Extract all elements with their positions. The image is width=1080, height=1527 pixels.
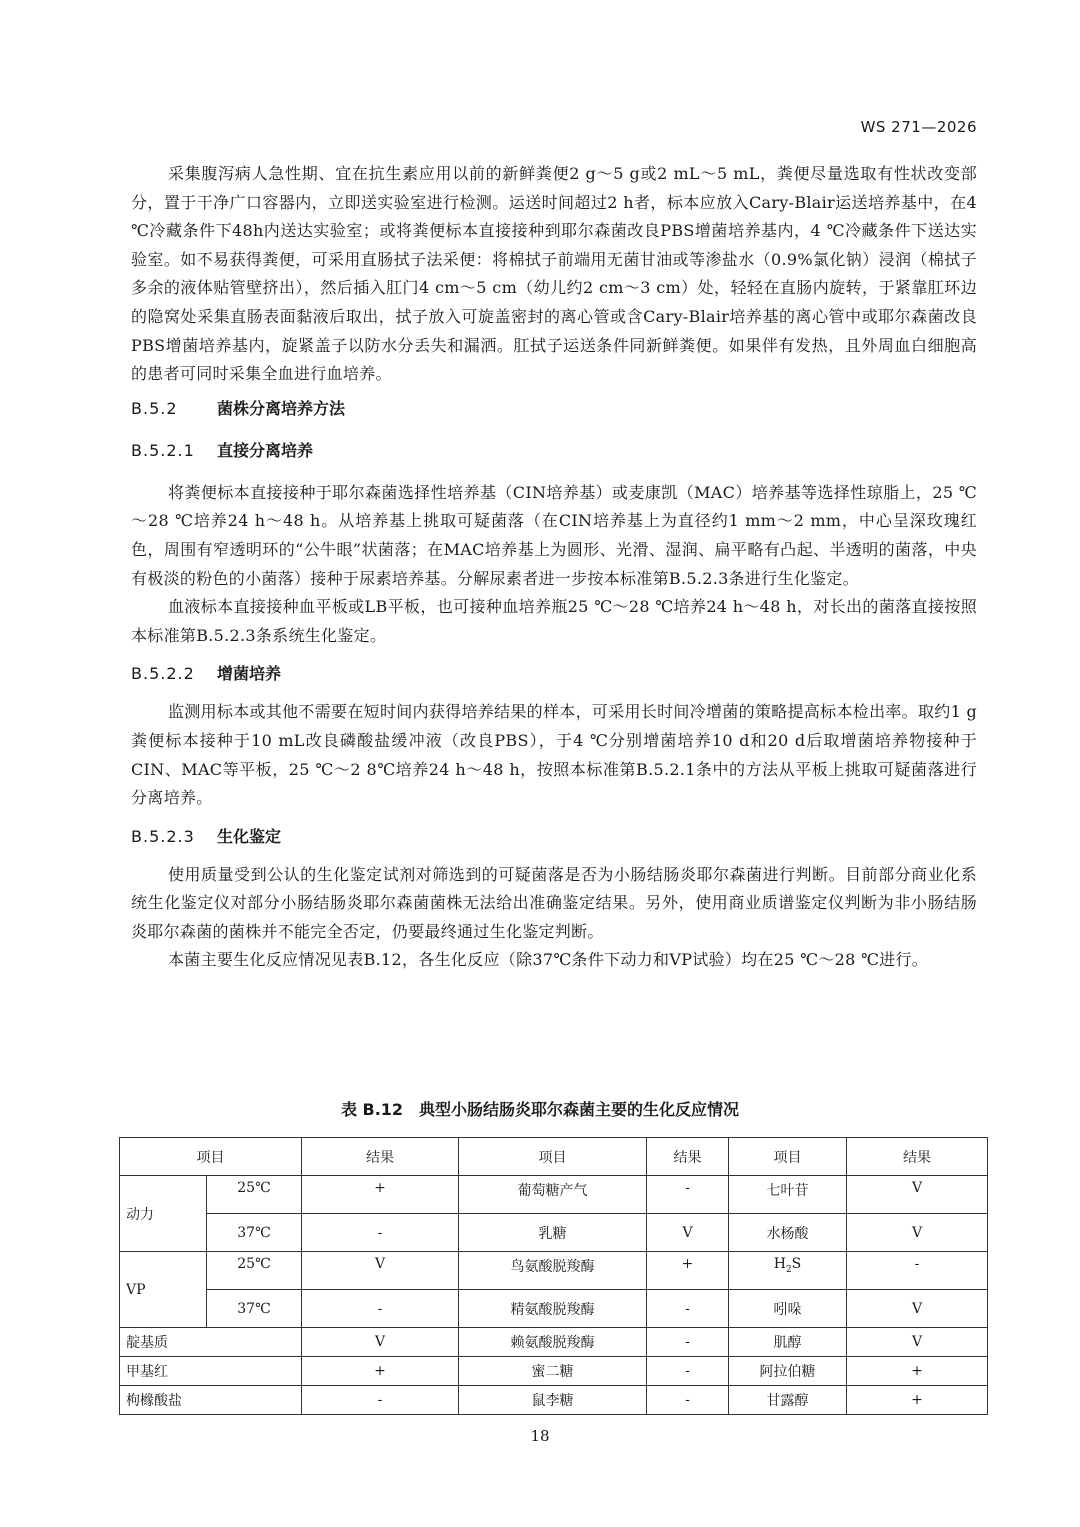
table-cell: V xyxy=(302,1252,459,1290)
table-cell: 蜜二糖 xyxy=(459,1357,647,1386)
table-cell: 25℃ xyxy=(207,1252,302,1290)
table-cell: 七叶苷 xyxy=(729,1176,847,1214)
h2s-formula-subscript: 2 xyxy=(785,1264,792,1275)
table-row xyxy=(120,1386,988,1415)
table-header-cell: 结果 xyxy=(302,1138,459,1176)
table-header-cell: 结果 xyxy=(647,1138,729,1176)
table-cell: - xyxy=(647,1290,729,1328)
table-cell: - xyxy=(302,1214,459,1252)
table-cell: 肌醇 xyxy=(729,1328,847,1357)
table-cell: + xyxy=(302,1176,459,1214)
table-row xyxy=(120,1290,988,1328)
section-title: 直接分离培养 xyxy=(217,440,314,460)
biochemical-id-paragraph: 使用质量受到公认的生化鉴定试剂对筛选到的可疑菌落是否为小肠结肠炎耶尔森菌进行判断。目前部分商业化系统生化鉴定仪对部分小肠结肠炎耶尔森菌菌株无法给出准确鉴定结果。另外，使用商业质谱鉴定仪判断为非小肠结肠炎耶尔森菌的菌株并不能完全否定，仍要最终通过生化鉴定判断。 xyxy=(131,864,977,941)
table-header-cell: 项目 xyxy=(120,1138,302,1176)
section-title: 生化鉴定 xyxy=(217,826,282,846)
table-cell xyxy=(729,1252,847,1290)
table-cell: V xyxy=(847,1328,988,1357)
table-cell: + xyxy=(647,1252,729,1290)
table-row xyxy=(120,1252,988,1290)
table-cell: 甘露醇 xyxy=(729,1386,847,1415)
table-cell: 葡萄糖产气 xyxy=(459,1176,647,1214)
table-caption: 表 B.12 典型小肠结肠炎耶尔森菌主要的生化反应情况 xyxy=(340,1100,740,1119)
section-heading-b522 xyxy=(131,660,977,688)
h2s-formula-s: S xyxy=(791,1256,802,1272)
table-cell: 25℃ xyxy=(207,1176,302,1214)
table-cell: 靛基质 xyxy=(120,1328,302,1357)
table-cell: VP xyxy=(120,1252,207,1328)
table-row xyxy=(120,1176,988,1214)
document-body xyxy=(131,160,977,975)
section-number: B.5.2.1 xyxy=(131,440,195,460)
table-cell: 乳糖 xyxy=(459,1214,647,1252)
table-row xyxy=(120,1357,988,1386)
table-cell: V xyxy=(647,1214,729,1252)
section-heading-b521 xyxy=(131,437,977,465)
table-cell: - xyxy=(302,1386,459,1415)
direct-culture-paragraph: 将粪便标本直接接种于耶尔森菌选择性培养基（CIN培养基）或麦康凯（MAC）培养基等选择性琼脂上，25 ℃～28 ℃培养24 h～48 h。从培养基上挑取可疑菌落（在CIN培养基上为直径约1 mm～2 mm，中心呈深玫瑰红色，周围有窄透明环的“公牛眼”状菌落；在MAC培养基上为圆形、光滑、湿润、扁平略有凸起、半透明的菌落，中央有极淡的粉色的小菌落）接种于尿素培养基。分解尿素者进一步按本标准第B.5.2.3条进行生化鉴定。 xyxy=(131,482,977,588)
table-cell: 水杨酸 xyxy=(729,1214,847,1252)
biochemical-reaction-table xyxy=(119,1137,988,1415)
table-cell: 动力 xyxy=(120,1176,207,1252)
section-title: 增菌培养 xyxy=(217,664,282,684)
table-cell: - xyxy=(647,1176,729,1214)
standard-code: WS 271—2026 xyxy=(860,118,977,136)
table-header-cell: 项目 xyxy=(459,1138,647,1176)
table-cell: 赖氨酸脱羧酶 xyxy=(459,1328,647,1357)
section-number: B.5.2.2 xyxy=(131,664,195,684)
table-header-cell: 结果 xyxy=(847,1138,988,1176)
section-heading-b523 xyxy=(131,823,977,851)
table-cell: - xyxy=(647,1386,729,1415)
table-cell: 吲哚 xyxy=(729,1290,847,1328)
blood-culture-paragraph: 血液标本直接接种血平板或LB平板，也可接种血培养瓶25 ℃～28 ℃培养24 h～48 h，对长出的菌落直接按照本标准第B.5.2.3条系统生化鉴定。 xyxy=(131,597,977,645)
table-cell: 鸟氨酸脱羧酶 xyxy=(459,1252,647,1290)
section-title: 菌株分离培养方法 xyxy=(217,398,346,418)
section-number: B.5.2 xyxy=(131,398,178,418)
enrichment-paragraph: 监测用标本或其他不需要在短时间内获得培养结果的样本，可采用长时间冷增菌的策略提高标本检出率。取约1 g粪便标本接种于10 mL改良磷酸盐缓冲液（改良PBS），于4 ℃分别增菌培养10 d和20 d后取增菌培养物接种于CIN、MAC等平板，25 ℃～2 8℃培养24 h～48 h，按照本标准第B.5.2.1条中的方法从平板上挑取可疑菌落进行分离培养。 xyxy=(131,702,977,808)
table-cell: V xyxy=(302,1328,459,1357)
table-cell: V xyxy=(847,1290,988,1328)
table-cell: - xyxy=(647,1328,729,1357)
section-heading-b52 xyxy=(131,395,977,423)
table-cell: 37℃ xyxy=(207,1290,302,1328)
table-cell: + xyxy=(847,1357,988,1386)
section-number: B.5.2.3 xyxy=(131,826,195,846)
table-cell: 鼠李糖 xyxy=(459,1386,647,1415)
table-cell: 37℃ xyxy=(207,1214,302,1252)
table-cell: V xyxy=(847,1214,988,1252)
table-cell: + xyxy=(847,1386,988,1415)
h2s-formula-h: H xyxy=(773,1256,786,1272)
table-cell: - xyxy=(302,1290,459,1328)
table-cell: 甲基红 xyxy=(120,1357,302,1386)
table-row xyxy=(120,1214,988,1252)
biochemical-table-ref-paragraph: 本菌主要生化反应情况见表B.12，各生化反应（除37℃条件下动力和VP试验）均在25 ℃～28 ℃进行。 xyxy=(168,950,929,970)
table-cell: - xyxy=(847,1252,988,1290)
table-cell: V xyxy=(847,1176,988,1214)
table-cell: - xyxy=(647,1357,729,1386)
table-cell: 枸橼酸盐 xyxy=(120,1386,302,1415)
specimen-collection-paragraph: 采集腹泻病人急性期、宜在抗生素应用以前的新鲜粪便2 g～5 g或2 mL～5 mL，粪便尽量选取有性状改变部分，置于干净广口容器内，立即送实验室进行检测。运送时间超过2 h者，标本应放入Cary-Blair运送培养基中，在4 ℃冷藏条件下48h内送达实验室；或将粪便标本直接接种到耶尔森菌改良PBS增菌培养基内，4 ℃冷藏条件下送达实验室。如不易获得粪便，可采用直肠拭子法采便：将棉拭子前端用无菌甘油或等渗盐水（0.9%氯化钠）浸润（棉拭子多余的液体贴管壁挤出），然后插入肛门4 cm～5 cm（幼儿约2 cm～3 cm）处，轻轻在直肠内旋转，于紧靠肛环边的隐窝处采集直肠表面黏液后取出，拭子放入可旋盖密封的离心管或含Cary-Blair培养基的离心管中或耶尔森菌改良PBS增菌培养基内，旋紧盖子以防水分丢失和漏洒。肛拭子运送条件同新鲜粪便。如果伴有发热，且外周血白细胞高的患者可同时采集全血进行血培养。 xyxy=(131,164,977,384)
table-cell: + xyxy=(302,1357,459,1386)
table-row xyxy=(120,1328,988,1357)
table-header-row xyxy=(120,1138,988,1176)
table-header-cell: 项目 xyxy=(729,1138,847,1176)
table-cell: 阿拉伯糖 xyxy=(729,1357,847,1386)
table-cell: 精氨酸脱羧酶 xyxy=(459,1290,647,1328)
page-number: 18 xyxy=(530,1427,550,1445)
